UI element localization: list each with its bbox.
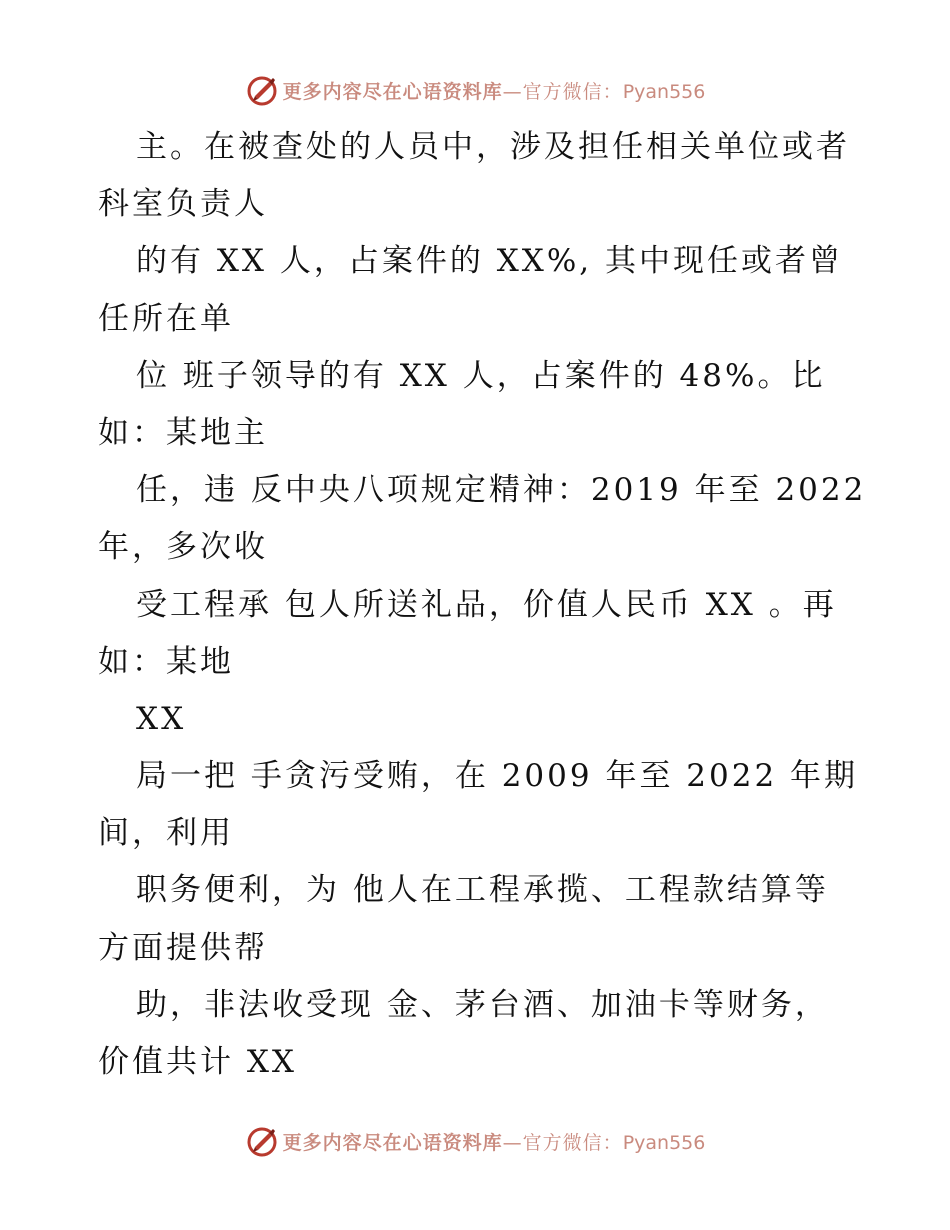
watermark-text xyxy=(283,1128,706,1155)
text-line: 受工程承 包人所送礼品，价值人民币 XX 。再 xyxy=(136,586,837,623)
watermark-wechat-id: Pyan556 xyxy=(622,1131,706,1154)
text-line: 任所在单 xyxy=(98,300,234,337)
text-line: 年，多次收 xyxy=(98,529,268,566)
brand-logo-icon xyxy=(245,1124,279,1158)
text-line: 价值共计 XX xyxy=(98,1044,297,1080)
watermark-wechat-label: 官方微信： xyxy=(522,1131,623,1154)
text-line: 主。在被查处的人员中，涉及担任相关单位或者 xyxy=(136,129,850,165)
text-line: 如：某地主 xyxy=(98,414,268,451)
watermark-site: 更多内容尽在心语资料库 xyxy=(282,80,503,103)
text-line: XX xyxy=(136,700,187,737)
text-line: 位 班子领导的有 XX 人，占案件的 48%。比 xyxy=(136,357,826,394)
brand-logo-icon xyxy=(245,73,279,107)
text-line: 助，非法收受现 金、茅台酒、加油卡等财务， xyxy=(136,986,829,1023)
text-line: 局一把 手贪污受贿，在 2009 年至 2022 年期 xyxy=(136,758,859,795)
text-line: 方面提供帮 xyxy=(98,929,268,966)
watermark-wechat-id: Pyan556 xyxy=(622,80,706,103)
watermark-text xyxy=(283,77,706,104)
text-line: 职务便利，为 他人在工程承揽、工程款结算等 xyxy=(136,872,829,909)
text-line: 任，违 反中央八项规定精神：2019 年至 2022 xyxy=(136,472,867,509)
text-line: 如：某地 xyxy=(98,643,234,680)
document-body xyxy=(98,119,888,1091)
watermark-dash: — xyxy=(502,1131,523,1154)
text-line: 科室负责人 xyxy=(98,186,268,223)
footer-watermark xyxy=(0,1121,950,1161)
watermark-dash: — xyxy=(502,80,523,103)
header-watermark xyxy=(0,70,950,110)
text-line: 间，利用 xyxy=(98,815,234,852)
watermark-wechat-label: 官方微信： xyxy=(522,80,623,103)
text-line: 的有 XX 人，占案件的 XX%, 其中现任或者曾 xyxy=(136,243,844,280)
watermark-site: 更多内容尽在心语资料库 xyxy=(282,1131,503,1154)
